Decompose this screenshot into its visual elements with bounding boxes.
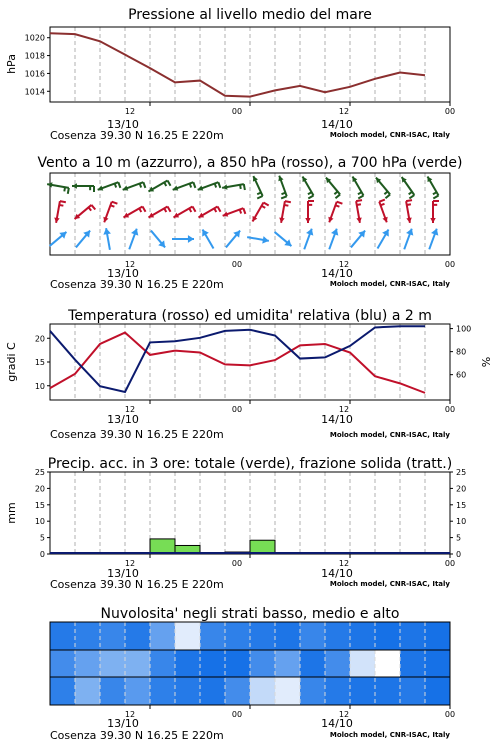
wind-barb-flag — [240, 185, 241, 189]
wind-850-barb — [54, 201, 66, 223]
wind-barb-flag — [335, 205, 339, 206]
humidity-line — [50, 326, 425, 392]
cloud-cell — [125, 650, 151, 677]
cloud-cell — [75, 650, 101, 677]
wind-10m-arrow — [351, 231, 365, 248]
wind-barb-flag — [215, 184, 216, 188]
wind-barb-flag — [334, 191, 337, 194]
cloud-cell — [300, 677, 326, 705]
cloud-cell — [250, 677, 276, 705]
wind-850-barb — [279, 201, 291, 223]
wind-barb-flag — [193, 182, 195, 188]
wind-barb-flag — [68, 188, 69, 194]
cloud-credit: Moloch model, CNR-ISAC, Italy — [329, 731, 450, 739]
cloud-xtick-00a: 00 — [231, 710, 243, 719]
wind-10m-arrow — [151, 231, 165, 248]
wind-barb-flag — [409, 192, 412, 194]
temperature-line — [50, 333, 425, 393]
y-tick-label-right: 80 — [456, 347, 467, 357]
cloud-cell — [325, 622, 351, 650]
cloud-cell — [375, 650, 401, 677]
wind-barb-flag — [433, 192, 437, 194]
pressure-xtick-12b: 12 — [338, 107, 350, 116]
wind-10m-arrow — [129, 229, 138, 250]
cloud-cell — [425, 622, 451, 650]
wind-barb-flag — [358, 196, 363, 199]
y-tick-label: 1014 — [24, 87, 45, 97]
cloud-title: Nuvolosita' negli strati basso, medio e alto — [100, 606, 400, 622]
wind-barb-flag — [244, 184, 245, 190]
temp-xtick-00b: 00 — [444, 405, 456, 414]
wind-barb-flag — [264, 202, 269, 205]
wind-barb-flag — [285, 201, 291, 202]
wind-10m-arrow — [429, 229, 438, 250]
pressure-xtick-00b: 00 — [444, 107, 456, 116]
precip-xtick-00b: 00 — [444, 559, 456, 568]
wind-barb-flag — [308, 196, 313, 199]
wind-barb-flag — [168, 207, 171, 212]
y-tick-label: 5 — [39, 533, 45, 543]
wind-700-barb — [376, 178, 390, 199]
wind-barb-flag — [189, 208, 191, 212]
wind-barb-flag — [308, 192, 312, 194]
wind-850-barb — [173, 207, 195, 218]
pressure-xtick-12a: 12 — [124, 107, 136, 116]
cloud-cell — [350, 622, 376, 650]
precip-bar — [250, 540, 275, 554]
pressure-title: Pressione al livello medio del mare — [128, 7, 372, 23]
cloud-cell — [425, 677, 451, 705]
wind-10m-arrow — [304, 229, 313, 250]
wind-850-barb — [148, 207, 170, 218]
wind-barb-flag — [139, 208, 141, 212]
wind-barb-flag — [118, 182, 120, 188]
wind-10m-arrow — [275, 232, 292, 246]
temperature-panel — [5, 308, 493, 441]
wind-10m-arrow — [103, 228, 111, 250]
wind-arrowhead — [188, 235, 194, 243]
cloud-location: Cosenza 39.30 N 16.25 E 220m — [50, 729, 224, 742]
precip-xtick-12a: 12 — [124, 559, 136, 568]
wind-barb-flag — [143, 182, 145, 188]
wind-850-barb — [75, 205, 96, 219]
wind-barb-flag — [379, 200, 385, 202]
y-tick-label-right: 0 — [456, 550, 462, 559]
pressure-date-1: 13/10 — [107, 118, 139, 131]
temp-xtick-12b: 12 — [338, 405, 350, 414]
wind-850-barb — [379, 200, 387, 223]
wind-barb-flag — [60, 201, 66, 202]
wind-700-barb — [353, 176, 364, 198]
cloud-cell — [125, 677, 151, 705]
wind-10m-arrow — [76, 231, 90, 248]
y-tick-label-right: 20 — [456, 484, 467, 494]
wind-700-barb — [222, 184, 245, 190]
wind-arrowhead — [72, 183, 77, 189]
wind-10m-arrow — [404, 229, 413, 250]
pressure-line — [50, 33, 425, 96]
cloud-cell — [150, 677, 176, 705]
temperature-ylabel: gradi C — [5, 342, 18, 382]
y-tick-label: 20 — [34, 334, 45, 344]
wind-barb-flag — [214, 208, 216, 212]
wind-barb-flag — [284, 205, 288, 206]
y-tick-label: 10 — [34, 517, 45, 527]
wind-10m-arrow — [226, 231, 240, 248]
cloud-cell — [350, 677, 376, 705]
y-tick-label-right: 25 — [456, 468, 467, 477]
wind-xtick-00b: 00 — [444, 260, 456, 269]
wind-barb-flag — [433, 196, 438, 199]
cloud-cell — [225, 622, 251, 650]
wind-barb-flag — [164, 182, 166, 186]
wind-barb-flag — [112, 202, 118, 204]
cloud-panel — [50, 606, 455, 742]
cloud-cell — [175, 677, 201, 705]
wind-barb-flag — [337, 202, 343, 204]
humidity-ylabel: % — [480, 356, 493, 368]
wind-barb-flag — [406, 200, 412, 201]
wind-arrowhead — [430, 218, 436, 223]
precip-date-2: 14/10 — [321, 567, 353, 580]
wind-barb-flag — [91, 205, 95, 210]
cloud-cell — [125, 622, 151, 650]
y-tick-label: 1020 — [24, 33, 45, 43]
cloud-xtick-12a: 12 — [124, 710, 136, 719]
precip-bar — [150, 539, 175, 554]
cloud-cell — [50, 622, 76, 650]
wind-850-barb — [123, 207, 145, 218]
cloud-cell — [250, 650, 276, 677]
cloud-cell — [275, 650, 301, 677]
wind-barb-flag — [356, 200, 362, 201]
temperature-title: Temperatura (rosso) ed umidita' relativa (blu) a 2 m — [68, 308, 432, 324]
wind-barb-flag — [240, 210, 241, 214]
wind-panel — [37, 155, 462, 291]
wind-barb-flag — [168, 181, 171, 186]
wind-barb-flag — [381, 204, 385, 205]
cloud-cell — [225, 677, 251, 705]
wind-barb-flag — [243, 208, 245, 214]
precip-location: Cosenza 39.30 N 16.25 E 220m — [50, 578, 224, 591]
cloud-cell — [200, 622, 226, 650]
precip-credit: Moloch model, CNR-ISAC, Italy — [329, 580, 450, 588]
precip-xtick-12b: 12 — [338, 559, 350, 568]
wind-barb-flag — [64, 187, 65, 191]
cloud-cell — [375, 677, 401, 705]
temp-xtick-00a: 00 — [231, 405, 243, 414]
wind-barb-flag — [140, 184, 141, 188]
cloud-date-1: 13/10 — [107, 717, 139, 730]
wind-700-barb — [402, 177, 415, 198]
wind-barb-flag — [257, 196, 262, 199]
wind-barb-flag — [335, 194, 340, 198]
wind-850-barb — [406, 200, 412, 223]
wind-barb-flag — [407, 204, 411, 205]
wind-date-2: 14/10 — [321, 267, 353, 280]
wind-barb-flag — [384, 191, 387, 194]
y-tick-label: 20 — [34, 484, 45, 494]
precip-xtick-00a: 00 — [231, 559, 243, 568]
wind-700-barb — [326, 178, 340, 199]
wind-barb-flag — [115, 184, 116, 188]
temp-xtick-12a: 12 — [124, 405, 136, 414]
wind-850-barb — [223, 208, 246, 216]
wind-850-barb — [103, 202, 117, 223]
wind-700-barb — [148, 181, 170, 192]
y-tick-label: 1018 — [24, 51, 45, 61]
wind-barb-flag — [193, 207, 196, 212]
wind-700-barb — [428, 176, 439, 198]
y-tick-label-right: 60 — [456, 370, 467, 380]
wind-credit: Moloch model, CNR-ISAC, Italy — [329, 280, 450, 288]
y-tick-label-right: 15 — [456, 500, 467, 510]
wind-xtick-12b: 12 — [338, 260, 350, 269]
wind-850-barb — [356, 200, 362, 223]
wind-xtick-00a: 00 — [231, 260, 243, 269]
wind-barb-flag — [218, 207, 221, 212]
precip-date-1: 13/10 — [107, 567, 139, 580]
y-tick-label: 10 — [34, 381, 45, 391]
wind-10m-arrow — [329, 229, 338, 250]
wind-barb-flag — [190, 184, 191, 188]
wind-700-barb — [303, 176, 314, 198]
wind-10m-arrow — [50, 232, 67, 246]
precip-panel — [5, 456, 466, 591]
pressure-panel — [5, 7, 455, 142]
precip-ylabel: mm — [5, 502, 18, 524]
cloud-cell — [100, 650, 126, 677]
wind-10m-arrow — [378, 229, 389, 248]
wind-barb-flag — [281, 193, 285, 194]
pressure-ylabel: hPa — [5, 54, 18, 74]
y-tick-label-right: 100 — [456, 324, 472, 334]
cloud-cell — [400, 622, 426, 650]
wind-barb-flag — [357, 204, 361, 205]
wind-850-barb — [328, 202, 342, 223]
wind-barb-flag — [257, 192, 261, 194]
wind-location: Cosenza 39.30 N 16.25 E 220m — [50, 278, 224, 291]
wind-10m-arrow — [202, 229, 213, 248]
cloud-cell — [50, 677, 76, 705]
cloud-cell — [375, 622, 401, 650]
wind-850-barb — [430, 201, 439, 223]
y-tick-label: 15 — [34, 358, 45, 367]
wind-xtick-12a: 12 — [124, 260, 136, 269]
pressure-location: Cosenza 39.30 N 16.25 E 220m — [50, 129, 224, 142]
pressure-date-2: 14/10 — [321, 118, 353, 131]
wind-700-barb — [253, 176, 263, 198]
y-tick-label: 25 — [34, 468, 45, 477]
wind-700-barb — [123, 182, 146, 190]
cloud-cell — [50, 650, 76, 677]
cloud-cell — [150, 650, 176, 677]
temp-location: Cosenza 39.30 N 16.25 E 220m — [50, 428, 224, 441]
temp-credit: Moloch model, CNR-ISAC, Italy — [329, 431, 450, 439]
wind-700-barb — [98, 182, 121, 190]
wind-barb-flag — [358, 192, 362, 194]
cloud-cell — [350, 650, 376, 677]
y-tick-label: 1016 — [24, 69, 45, 79]
cloud-cell — [75, 677, 101, 705]
cloud-cell — [400, 677, 426, 705]
wind-700-barb — [198, 182, 221, 190]
wind-700-barb — [278, 176, 286, 199]
cloud-cell — [100, 677, 126, 705]
wind-700-barb — [173, 182, 196, 190]
y-tick-label-right: 10 — [456, 517, 467, 527]
wind-barb-flag — [59, 205, 63, 206]
wind-850-barb — [253, 202, 269, 221]
cloud-cell — [300, 622, 326, 650]
y-tick-label: 0 — [39, 550, 45, 559]
y-tick-label: 15 — [34, 500, 45, 510]
y-tick-label-right: 5 — [456, 533, 462, 543]
cloud-cell — [275, 622, 301, 650]
cloud-cell — [325, 677, 351, 705]
wind-arrowhead — [305, 218, 311, 223]
cloud-date-2: 14/10 — [321, 717, 353, 730]
cloud-cell — [200, 677, 226, 705]
pressure-xtick-00a: 00 — [231, 107, 243, 116]
temp-date-2: 14/10 — [321, 413, 353, 426]
wind-barb-flag — [409, 195, 414, 198]
wind-barb-flag — [385, 194, 390, 198]
wind-barb-flag — [110, 205, 114, 206]
wind-barb-flag — [88, 207, 91, 210]
wind-barb-flag — [281, 196, 287, 198]
wind-title: Vento a 10 m (azzurro), a 850 hPa (rosso), a 700 hPa (verde) — [37, 155, 463, 171]
precip-title: Precip. acc. in 3 ore: totale (verde), frazione solida (tratt.) — [47, 456, 453, 472]
wind-850-barb — [198, 207, 220, 218]
cloud-cell — [175, 650, 201, 677]
cloud-cell — [300, 650, 326, 677]
wind-barb-flag — [164, 208, 166, 212]
wind-barb-flag — [262, 206, 266, 208]
cloud-xtick-00b: 00 — [444, 710, 456, 719]
cloud-cell — [400, 650, 426, 677]
cloud-cell — [275, 677, 301, 705]
wind-date-1: 13/10 — [107, 267, 139, 280]
cloud-cell — [225, 650, 251, 677]
cloud-xtick-12b: 12 — [338, 710, 350, 719]
cloud-cell — [150, 622, 176, 650]
cloud-cell — [100, 622, 126, 650]
cloud-cell — [325, 650, 351, 677]
cloud-cell — [425, 650, 451, 677]
cloud-cell — [75, 622, 101, 650]
cloud-cell — [200, 650, 226, 677]
pressure-credit: Moloch model, CNR-ISAC, Italy — [329, 131, 450, 139]
temp-date-1: 13/10 — [107, 413, 139, 426]
wind-barb-flag — [143, 207, 146, 212]
wind-850-barb — [305, 201, 314, 223]
cloud-cell — [250, 622, 276, 650]
wind-barb-flag — [218, 182, 220, 188]
cloud-cell — [175, 622, 201, 650]
